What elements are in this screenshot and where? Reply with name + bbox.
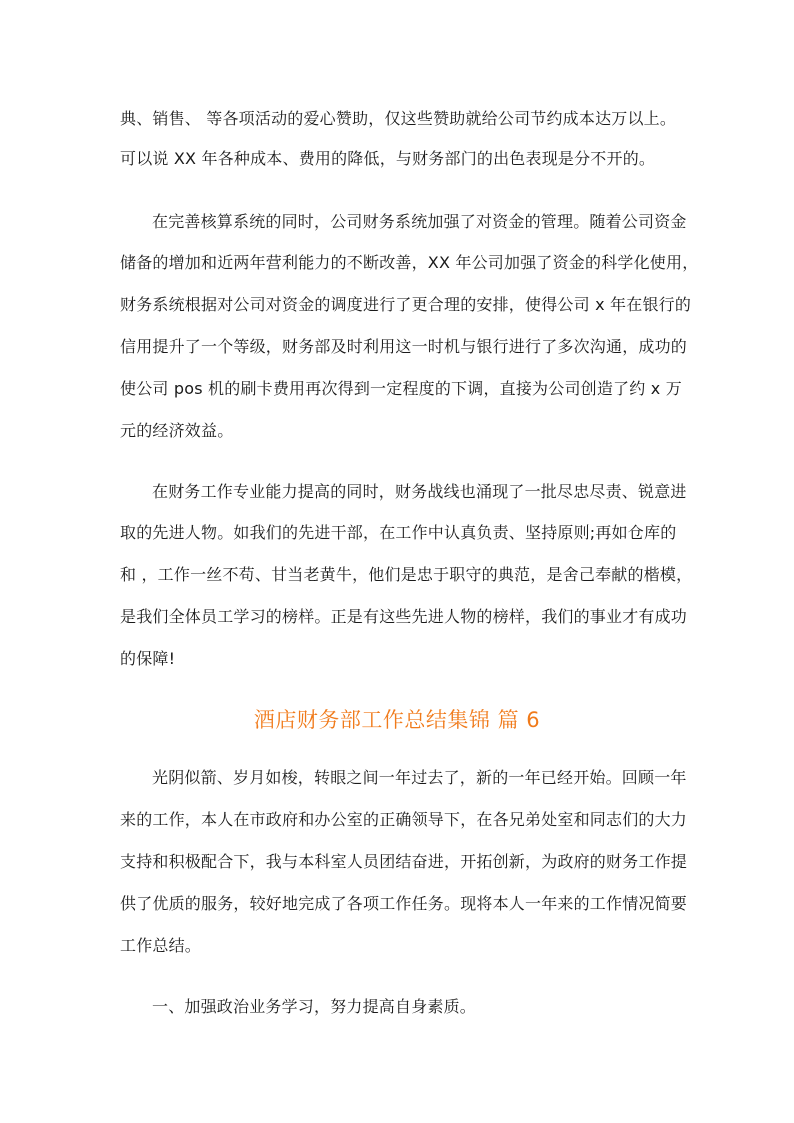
paragraph-line: 财务系统根据对公司对资金的调度进行了更合理的安排，使得公司 x 年在银行的: [120, 295, 692, 314]
paragraph-line: 的保障!: [120, 649, 176, 668]
paragraph-line: 支持和积极配合下，我与本科室人员团结奋进，开拓创新，为政府的财务工作提: [120, 852, 688, 871]
paragraph-line: 供了优质的服务，较好地完成了各项工作任务。现将本人一年来的工作情况简要: [120, 894, 688, 913]
paragraph-line: 信用提升了一个等级，财务部及时利用这一时机与银行进行了多次沟通，成功的: [120, 337, 688, 356]
paragraph-line: 在财务工作专业能力提高的同时，财务战线也涌现了一批尽忠尽责、锐意进: [152, 482, 687, 501]
subheading: 一、加强政治业务学习，努力提高自身素质。: [152, 997, 477, 1016]
paragraph-line: 工作总结。: [120, 936, 202, 955]
paragraph-line: 和 ，工作一丝不苟、甘当老黄牛，他们是忠于职守的典范，是舍己奉献的楷模，: [120, 565, 693, 584]
paragraph-line: 来的工作，本人在市政府和办公室的正确领导下，在各兄弟处室和同志们的大力: [120, 810, 688, 829]
paragraph-line: 储备的增加和近两年营利能力的不断改善，XX 年公司加强了资金的科学化使用，: [120, 253, 699, 272]
paragraph-line: 光阴似箭、岁月如梭，转眼之间一年过去了，新的一年已经开始。回顾一年: [152, 768, 687, 787]
paragraph-line: 典、销售、 等各项活动的爱心赞助，仅这些赞助就给公司节约成本达万以上。: [120, 109, 677, 128]
paragraph-line: 元的经济效益。: [120, 421, 234, 440]
paragraph-line: 可以说 XX 年各种成本、费用的降低，与财务部门的出色表现是分不开的。: [120, 149, 656, 168]
paragraph-line: 使公司 pos 机的刷卡费用再次得到一定程度的下调，直接为公司创造了约 x 万: [120, 379, 682, 398]
paragraph-line: 是我们全体员工学习的榜样。正是有这些先进人物的榜样，我们的事业才有成功: [120, 607, 688, 626]
paragraph-line: 在完善核算系统的同时，公司财务系统加强了对资金的管理。随着公司资金: [152, 212, 687, 231]
section-title: 酒店财务部工作总结集锦 篇 6: [253, 708, 541, 732]
paragraph-line: 取的先进人物。如我们的先进干部，在工作中认真负责、坚持原则;再如仓库的: [120, 523, 677, 542]
